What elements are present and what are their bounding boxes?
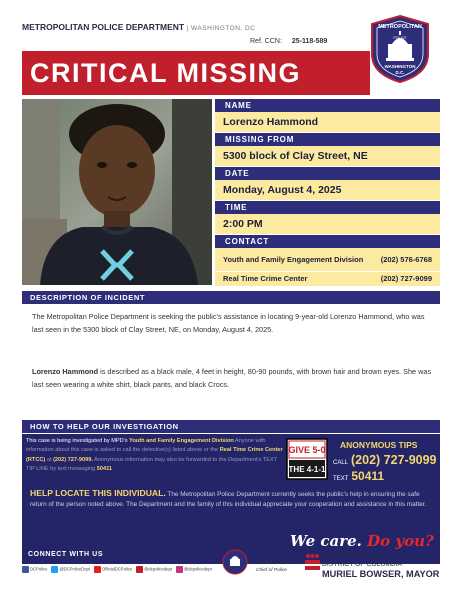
- inv-text-4: Anonymous information may also be forwarded to the Department’s TEXT TIP LINE by text messaging: [26, 456, 277, 473]
- instagram-icon: [176, 566, 183, 573]
- missing-from-value: 5300 block of Clay Street, NE: [215, 146, 440, 166]
- help-locate-text: [30, 488, 430, 510]
- social-link-instagram[interactable]: @dcpolicedept: [176, 566, 212, 573]
- description-paragraph-1: The Metropolitan Police Department is seeking the public’s assistance in locating 9-year-old Lorenzo Hammond, who was last seen in the 5300 block of Clay Street, NE, on Monday, August 4, 2025.: [32, 312, 425, 334]
- inv-division: Youth and Family Engagement Division: [129, 438, 234, 444]
- anonymous-tips-title: ANONYMOUS TIPS: [340, 440, 418, 450]
- social-link-dc[interactable]: @dcpolicedept: [136, 566, 172, 573]
- chief-title: Chief of Police: [256, 567, 287, 573]
- investigation-text: [26, 437, 284, 475]
- call-number[interactable]: (202) 727-9099: [351, 453, 437, 467]
- help-locate-title: HELP LOCATE THIS INDIVIDUAL.: [30, 488, 166, 498]
- give-badge-bottom: THE 4-1-1: [288, 465, 326, 474]
- inv-code: 50411: [96, 466, 113, 473]
- contact-name: Real Time Crime Center: [223, 274, 308, 283]
- mayor-name: MURIEL BOWSER, MAYOR: [322, 569, 440, 579]
- ref-label: Ref. CCN:: [250, 38, 282, 45]
- inv-rtcc: Real Time Crime Center (RTCC): [26, 447, 283, 463]
- dc-flag-logo: [305, 553, 320, 573]
- contact-name: Youth and Family Engagement Division: [223, 255, 364, 264]
- gov-line-2: DISTRICT OF COLUMBIA: [322, 560, 402, 568]
- reference-ccn: [250, 38, 327, 45]
- department-name: METROPOLITAN POLICE DEPARTMENT: [22, 22, 185, 32]
- physical-description: is described as a black male, 4 feet in height, 80-90 pounds, with brown hair and brown eyes. She was last seen wearing a white shirt, black pants, and black Crocs.: [32, 367, 432, 389]
- give-5-0-badge: [286, 438, 328, 480]
- dc-flag-icon: [136, 566, 143, 573]
- mpd-badge-seal: [366, 14, 434, 84]
- help-locate-body: The Metropolitan Police Department currently seeks the public’s help in ensuring the safe return of the person noted above. The Department and the family of this individual appreciate your cooperation and assistance in this matter.: [30, 491, 427, 508]
- give-badge-top: GIVE 5-0: [288, 445, 326, 455]
- chief-signature: [256, 561, 291, 574]
- chief-name: Pamela A. Smith: [256, 561, 292, 566]
- call-label: CALL: [333, 460, 349, 466]
- name-value: Lorenzo Hammond: [215, 112, 440, 132]
- department-location: WASHINGTON, DC: [191, 25, 256, 32]
- inv-text-2: Anyone with information about this case is asked to call the detective(s) listed above or the: [26, 438, 266, 454]
- dc-government-logo: [322, 552, 440, 579]
- contact-row: [215, 272, 440, 286]
- facebook-icon: [22, 566, 29, 573]
- time-label: TIME: [215, 201, 440, 214]
- contact-phone[interactable]: (202) 576-6768: [380, 255, 432, 264]
- anonymous-call[interactable]: [333, 453, 437, 467]
- connect-heading: CONNECT WITH US: [22, 549, 210, 561]
- youtube-icon: [94, 566, 101, 573]
- ref-number: 25-118-589: [291, 38, 328, 45]
- gov-line-1: GOVERNMENT OF THE: [322, 552, 398, 559]
- missing-person-photo: [22, 99, 212, 285]
- seal-top-text: METROPOLITAN: [378, 24, 422, 30]
- contact-phone[interactable]: (202) 727-9099: [380, 274, 432, 283]
- help-heading: HOW TO HELP OUR INVESTIGATION: [22, 420, 440, 433]
- social-link-twitter[interactable]: @DCPoliceDept: [51, 566, 90, 573]
- seal-dc-text: D.C.: [395, 70, 405, 75]
- slogan-main: We care.: [290, 532, 362, 550]
- date-label: DATE: [215, 167, 440, 180]
- social-links: [22, 566, 212, 573]
- twitter-icon: [51, 566, 58, 573]
- critical-missing-banner: CRITICAL MISSING: [22, 51, 370, 95]
- time-value: 2:00 PM: [215, 214, 440, 234]
- seal-bottom-text: WASHINGTON: [384, 64, 416, 69]
- contact-label: CONTACT: [215, 235, 440, 248]
- person-name: Lorenzo Hammond: [32, 367, 99, 376]
- department-header: METROPOLITAN POLICE DEPARTMENT | WASHINGTON, DC: [22, 22, 256, 32]
- we-care-slogan: [290, 532, 434, 550]
- contact-row: [215, 248, 440, 271]
- date-value: Monday, August 4, 2025: [215, 180, 440, 200]
- social-link-facebook[interactable]: DCPolice: [22, 566, 47, 573]
- text-label: TEXT: [333, 476, 349, 482]
- description-heading: DESCRIPTION OF INCIDENT: [22, 291, 440, 304]
- inv-text-1: This case is being investigated by MPD’s: [26, 438, 128, 444]
- slogan-accent: Do you?: [367, 532, 434, 550]
- social-link-youtube[interactable]: OfficialDCPolice: [94, 566, 132, 573]
- anonymous-text[interactable]: [333, 469, 384, 483]
- inv-phone[interactable]: (202) 727-9099.: [53, 456, 93, 463]
- name-label: NAME: [215, 99, 440, 112]
- text-number[interactable]: 50411: [351, 469, 385, 483]
- inv-text-3: at: [46, 456, 52, 463]
- seal-side-text: POLICE: [393, 36, 407, 40]
- missing-from-label: MISSING FROM: [215, 133, 440, 146]
- description-paragraph-2: [32, 366, 432, 391]
- mpd-mini-seal: [222, 549, 248, 575]
